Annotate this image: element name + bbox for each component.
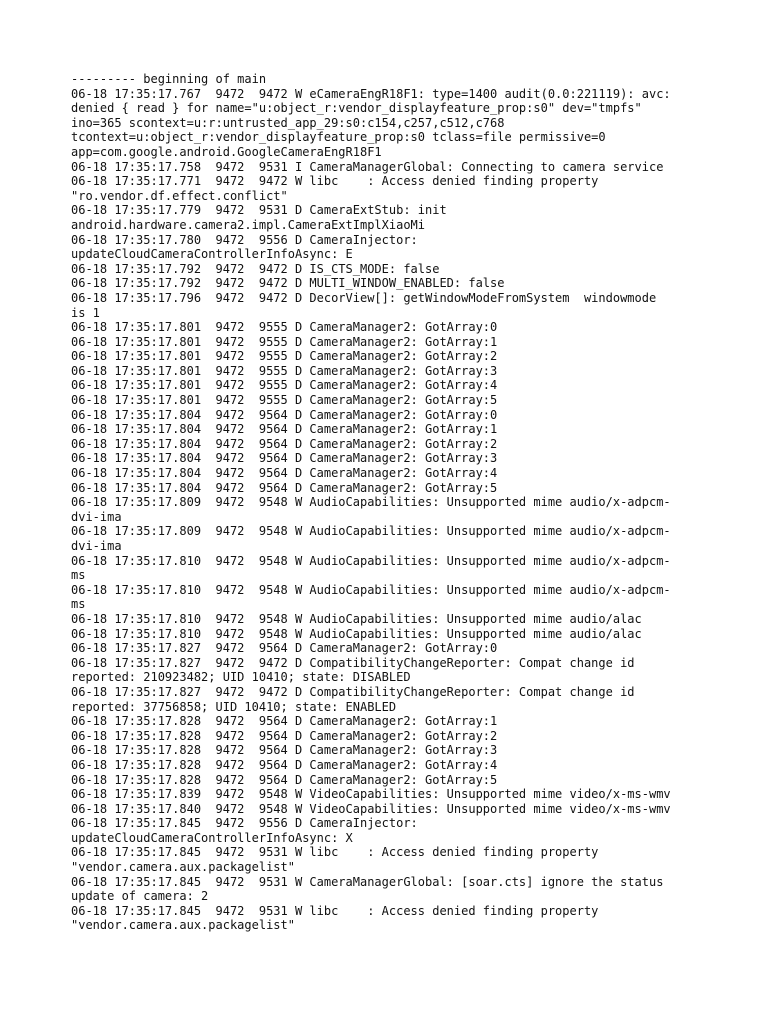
- log-line: app=com.google.android.GoogleCameraEngR18F1: [71, 144, 382, 159]
- log-line: 06-18 17:35:17.828 9472 9564 D CameraManager2: GotArray:5: [71, 772, 498, 787]
- log-line: 06-18 17:35:17.758 9472 9531 I CameraManagerGlobal: Connecting to camera service: [71, 159, 664, 174]
- log-line: 06-18 17:35:17.792 9472 9472 D MULTI_WINDOW_ENABLED: false: [71, 276, 505, 291]
- log-line: updateCloudCameraControllerInfoAsync: E: [71, 247, 353, 262]
- log-line: 06-18 17:35:17.801 9472 9555 D CameraManager2: GotArray:2: [71, 349, 498, 364]
- log-line: 06-18 17:35:17.804 9472 9564 D CameraManager2: GotArray:4: [71, 466, 498, 481]
- log-line: 06-18 17:35:17.801 9472 9555 D CameraManager2: GotArray:4: [71, 378, 498, 393]
- log-line: 06-18 17:35:17.804 9472 9564 D CameraManager2: GotArray:1: [71, 422, 498, 437]
- log-line: denied { read } for name="u:object_r:vendor_displayfeature_prop:s0" dev="tmpfs": [71, 101, 642, 116]
- log-line: dvi-ima: [71, 509, 122, 524]
- log-line: 06-18 17:35:17.801 9472 9555 D CameraManager2: GotArray:3: [71, 363, 498, 378]
- log-line: dvi-ima: [71, 539, 122, 553]
- log-line: 06-18 17:35:17.801 9472 9555 D CameraManager2: GotArray:1: [71, 334, 498, 349]
- log-line: 06-18 17:35:17.828 9472 9564 D CameraManager2: GotArray:4: [71, 757, 498, 772]
- log-line: 06-18 17:35:17.810 9472 9548 W AudioCapabilities: Unsupported mime audio/x-adpcm-: [71, 553, 671, 568]
- log-line: 06-18 17:35:17.804 9472 9564 D CameraManager2: GotArray:2: [71, 436, 498, 451]
- log-line: 06-18 17:35:17.828 9472 9564 D CameraManager2: GotArray:3: [71, 743, 498, 758]
- log-line: 06-18 17:35:17.767 9472 9472 W eCameraEngR18F1: type=1400 audit(0.0:221119): avc:: [71, 86, 671, 101]
- log-line: ms: [71, 568, 86, 583]
- log-line: "ro.vendor.df.effect.conflict": [71, 188, 288, 203]
- log-text-block: [71, 72, 711, 933]
- log-line: reported: 210923482; UID 10410; state: DISABLED: [71, 670, 411, 685]
- log-line: 06-18 17:35:17.810 9472 9548 W AudioCapabilities: Unsupported mime audio/alac: [71, 611, 642, 626]
- log-line: "vendor.camera.aux.packagelist": [71, 860, 295, 875]
- log-line: 06-18 17:35:17.827 9472 9472 D CompatibilityChangeReporter: Compat change id: [71, 684, 635, 699]
- log-line: update of camera: 2: [71, 889, 209, 904]
- log-line: reported: 37756858; UID 10410; state: ENABLED: [71, 699, 397, 714]
- log-line: 06-18 17:35:17.845 9472 9556 D CameraInjector:: [71, 816, 418, 831]
- log-line: 06-18 17:35:17.804 9472 9564 D CameraManager2: GotArray:3: [71, 451, 498, 466]
- log-line: 06-18 17:35:17.840 9472 9548 W VideoCapabilities: Unsupported mime video/x-ms-wmv: [71, 801, 671, 816]
- log-line: ms: [71, 597, 86, 612]
- log-line: 06-18 17:35:17.839 9472 9548 W VideoCapabilities: Unsupported mime video/x-ms-wmv: [71, 787, 671, 802]
- log-line: 06-18 17:35:17.780 9472 9556 D CameraInjector:: [71, 232, 418, 247]
- log-line: ino=365 scontext=u:r:untrusted_app_29:s0:c154,c257,c512,c768: [71, 115, 505, 130]
- log-line: 06-18 17:35:17.810 9472 9548 W AudioCapabilities: Unsupported mime audio/alac: [71, 626, 642, 641]
- log-line: android.hardware.camera2.impl.CameraExtImplXiaoMi: [71, 217, 426, 232]
- log-line: is 1: [71, 305, 100, 320]
- log-line: 06-18 17:35:17.828 9472 9564 D CameraManager2: GotArray:1: [71, 714, 498, 729]
- log-document: [71, 72, 711, 933]
- log-line: 06-18 17:35:17.845 9472 9531 W libc : Access denied finding property: [71, 845, 599, 860]
- log-line: 06-18 17:35:17.809 9472 9548 W AudioCapabilities: Unsupported mime audio/x-adpcm-: [71, 524, 671, 539]
- log-line: 06-18 17:35:17.809 9472 9548 W AudioCapabilities: Unsupported mime audio/x-adpcm-: [71, 495, 671, 510]
- log-line: 06-18 17:35:17.827 9472 9472 D CompatibilityChangeReporter: Compat change id: [71, 655, 635, 670]
- log-line: --------- beginning of main: [71, 72, 267, 86]
- log-line: 06-18 17:35:17.779 9472 9531 D CameraExtStub: init: [71, 203, 447, 218]
- log-line: 06-18 17:35:17.845 9472 9531 W libc : Access denied finding property: [71, 903, 599, 918]
- log-line: 06-18 17:35:17.771 9472 9472 W libc : Access denied finding property: [71, 174, 599, 189]
- log-line: 06-18 17:35:17.804 9472 9564 D CameraManager2: GotArray:5: [71, 480, 498, 495]
- log-line: "vendor.camera.aux.packagelist": [71, 918, 295, 933]
- log-line: 06-18 17:35:17.801 9472 9555 D CameraManager2: GotArray:0: [71, 320, 498, 335]
- log-line: 06-18 17:35:17.845 9472 9531 W CameraManagerGlobal: [soar.cts] ignore the status: [71, 874, 664, 889]
- log-line: 06-18 17:35:17.796 9472 9472 D DecorView[]: getWindowModeFromSystem windowmode: [71, 290, 657, 305]
- log-line: 06-18 17:35:17.792 9472 9472 D IS_CTS_MODE: false: [71, 261, 440, 276]
- log-line: 06-18 17:35:17.804 9472 9564 D CameraManager2: GotArray:0: [71, 407, 498, 422]
- log-line: tcontext=u:object_r:vendor_displayfeature_prop:s0 tclass=file permissive=0: [71, 130, 606, 145]
- log-line: 06-18 17:35:17.828 9472 9564 D CameraManager2: GotArray:2: [71, 728, 498, 743]
- log-line: 06-18 17:35:17.827 9472 9564 D CameraManager2: GotArray:0: [71, 641, 498, 656]
- log-line: 06-18 17:35:17.801 9472 9555 D CameraManager2: GotArray:5: [71, 393, 498, 408]
- log-line: updateCloudCameraControllerInfoAsync: X: [71, 830, 353, 845]
- log-line: 06-18 17:35:17.810 9472 9548 W AudioCapabilities: Unsupported mime audio/x-adpcm-: [71, 582, 671, 597]
